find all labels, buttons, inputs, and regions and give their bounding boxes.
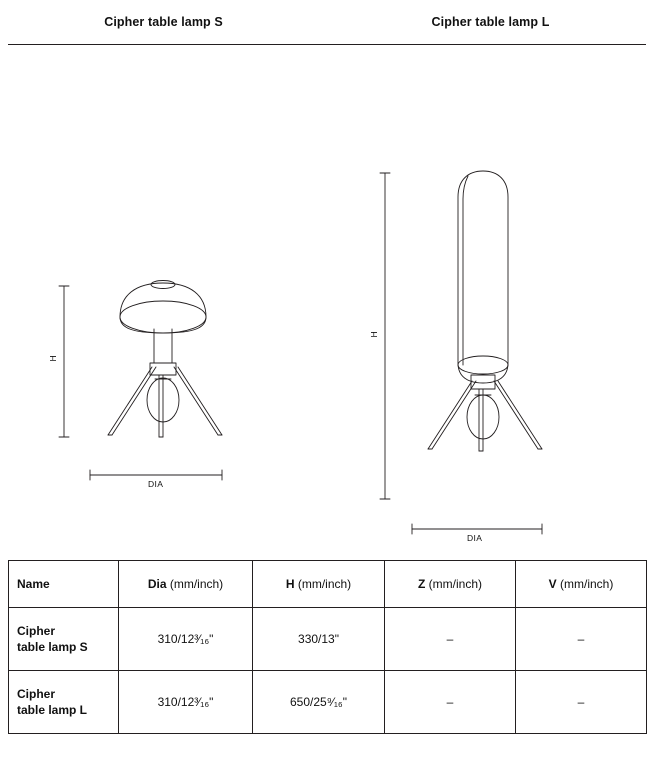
row-z-cell: – (385, 608, 516, 671)
column-header-z-label: Z (417, 577, 426, 591)
column-header-h-unit: (mm/inch) (294, 577, 352, 591)
row-name-line1: Cipher (17, 686, 56, 701)
row-dia-cell: 310/12³⁄₁₆" (119, 671, 253, 734)
lamp-s-dia-label: DIA (148, 479, 164, 489)
lamp-s-height-label: H (48, 355, 58, 362)
lamp-l-drawing-svg (327, 45, 654, 550)
row-name-line2: table lamp L (17, 703, 88, 717)
column-header-name-label: Name (17, 577, 50, 591)
column-header-h (253, 561, 385, 608)
row-v-cell: – (516, 608, 647, 671)
row-h-cell: 650/25⁹⁄₁₆" (253, 671, 385, 734)
column-header-v-label: V (548, 577, 557, 591)
row-z-cell: – (385, 671, 516, 734)
product-title-left: Cipher table lamp S (104, 15, 223, 29)
row-name-cell (9, 671, 119, 734)
column-header-dia (119, 561, 253, 608)
product-titles-header (0, 0, 654, 44)
lamp-l-dia-label: DIA (467, 533, 483, 543)
row-name-cell (9, 608, 119, 671)
drawing-cipher-table-lamp-l (327, 45, 654, 550)
column-header-v-unit: (mm/inch) (556, 577, 614, 591)
lamp-s-drawing-svg (0, 45, 327, 550)
product-title-right: Cipher table lamp L (431, 15, 550, 29)
dimensions-table (8, 560, 647, 734)
column-header-dia-unit: (mm/inch) (166, 577, 224, 591)
column-header-h-label: H (285, 577, 295, 591)
column-header-name (9, 561, 119, 608)
table-row (9, 608, 647, 671)
row-name-line1: Cipher (17, 623, 56, 638)
column-header-z-unit: (mm/inch) (425, 577, 482, 591)
table-header-row (9, 561, 647, 608)
technical-drawings (0, 45, 654, 550)
row-v-cell: – (516, 671, 647, 734)
column-header-v (516, 561, 647, 608)
table-row (9, 671, 647, 734)
column-header-z (385, 561, 516, 608)
column-header-dia-label: Dia (147, 577, 167, 591)
row-dia-cell: 310/12³⁄₁₆" (119, 608, 253, 671)
row-h-cell: 330/13" (253, 608, 385, 671)
lamp-l-height-label: H (369, 331, 379, 338)
drawing-cipher-table-lamp-s (0, 45, 327, 550)
row-name-line2: table lamp S (17, 640, 88, 654)
